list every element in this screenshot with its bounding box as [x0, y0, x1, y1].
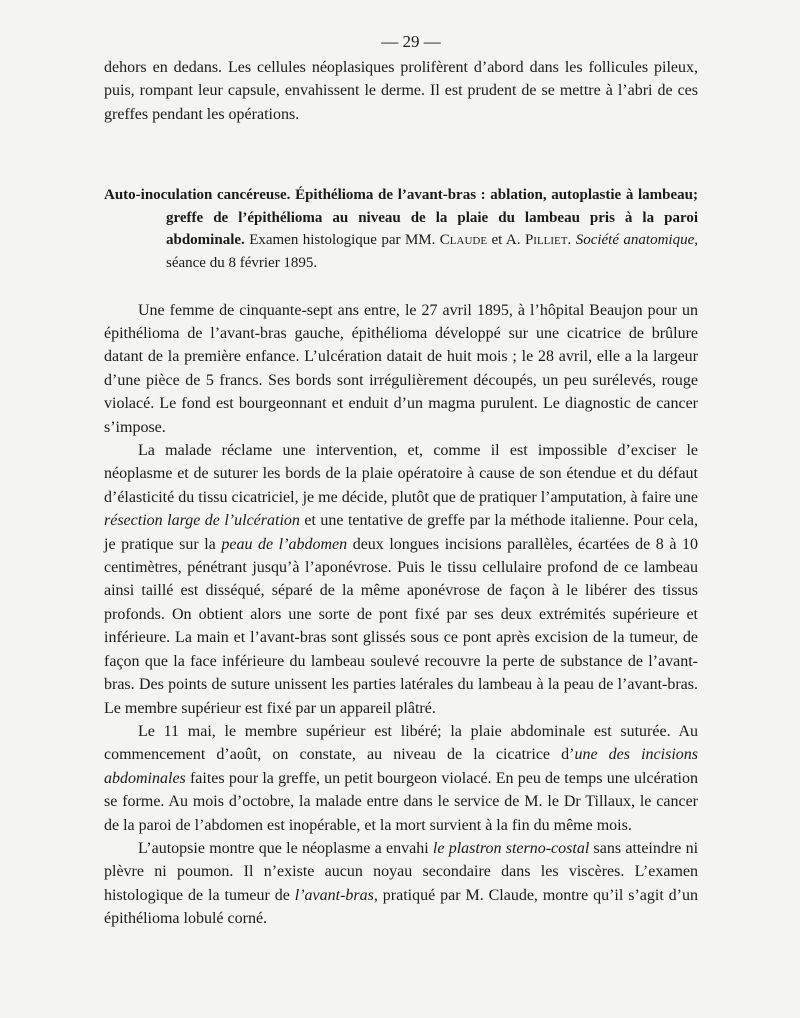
reference-entry	[104, 184, 698, 274]
reference-author-1: Claude	[439, 232, 488, 249]
reference-society: Société anatomique,	[575, 232, 698, 249]
p2-em-2: peau de l’abdomen	[221, 535, 348, 553]
opening-paragraph: dehors en dedans. Les cellules néoplasiques prolifèrent d’abord dans les follicules pileux, puis, rompant leur capsule, envahissent le derme. Il est prudent de se mettre à l’abri de ces greffes pendant les opérations.	[104, 59, 698, 123]
paragraph-1: Une femme de cinquante-sept ans entre, le 27 avril 1895, à l’hôpital Beaujon pour un épithélioma de l’avant-bras gauche, épithélioma développé sur une cicatrice de brûlure datant de la première enfance. L’ulcération datait de huit mois ; le 28 avril, elle a la largeur d’une pièce de 5 francs. Ses bords sont irrégulièrement découpés, un peu surélevés, rouge violacé. Le fond est bourgeonnant et enduit d’un magma purulent. Le diagnostic de cancer s’impose.	[104, 301, 698, 436]
p3-em-1: une des incisions abdominales	[104, 746, 699, 787]
p4-text-a: L’autopsie montre que le néoplasme a envahi	[138, 839, 433, 857]
p4-em-2: l’avant-bras,	[294, 886, 378, 904]
page-number: — 29 —	[381, 32, 441, 51]
reference-and: et A.	[487, 232, 525, 249]
reference-author-2: Pilliet	[524, 232, 568, 249]
p3-text-b: faites pour la greffe, un petit bourgeon violacé. En peu de temps une ulcération se forme. Au mois d’octobre, la malade entre dans le service de M. le Dr Tillaux, le cancer de la paroi de l’abdomen est inopérable, et la mort survient à la fin du même mois.	[104, 769, 698, 834]
p2-em-1: résection large de l’ulcération	[104, 512, 300, 530]
paragraph-2	[104, 439, 698, 720]
p4-text-b: sans atteindre ni plèvre ni poumon. Il n’existe aucun noyau secondaire dans les viscères. L’examen histologique de la tumeur de	[104, 839, 699, 904]
paragraph-3	[104, 720, 698, 837]
reference-title: Auto-inoculation cancéreuse. Épithélioma de l’avant-bras : ablation, autoplastie à lambeau; greffe de l’épithélioma au niveau de la plaie du lambeau pris à la paroi abdominale.	[104, 187, 698, 249]
paragraph-4	[104, 837, 698, 931]
p2-text-c: deux longues incisions parallèles, écartées de 8 à 10 centimètres, pénétrant jusqu’à l’aponévrose. Puis le tissu cellulaire profond de ce lambeau ainsi taillé est disséqué, séparé de la même aponévrose de façon à le libérer des tissus profonds. On obtient alors une sorte de pont fixé par ses deux extrémités supérieure et inférieure. La main et l’avant-bras sont glissés sous ce pont après excision de la tumeur, de façon que la face inférieure du lambeau soulevé recouvre la perte de substance de l’avant-bras. Des points de suture unissent les parties latérales du lambeau à la peau de l’avant-bras. Le membre supérieur est fixé par un appareil plâtré.	[104, 535, 698, 717]
p2-text-b: et une tentative de greffe par la méthode italienne. Pour cela, je pratique sur la	[104, 512, 699, 553]
reference-session: séance du 8 février 1895.	[166, 255, 318, 271]
page	[104, 30, 698, 931]
p4-em-1: le plastron sterno-costal	[432, 839, 590, 857]
p2-text-a: La malade réclame une intervention, et, comme il est impossible d’exciser le néoplasme et de suturer les bords de la plaie opératoire à cause de son étendue et du défaut d’élasticité du tissu cicatriciel, je me décide, plutôt que de pratiquer l’amputation, à faire une	[104, 442, 698, 506]
reference-period: .	[567, 232, 576, 249]
p4-text-c: pratiqué par M. Claude, montre qu’il s’agit d’un épithélioma lobulé corné.	[104, 886, 699, 928]
reference-exam: Examen histologique par MM.	[244, 232, 440, 249]
p3-text-a: Le 11 mai, le membre supérieur est libéré; la plaie abdominale est suturée. Au commencement d’août, on constate, au niveau de la cicatrice d’	[104, 722, 698, 764]
